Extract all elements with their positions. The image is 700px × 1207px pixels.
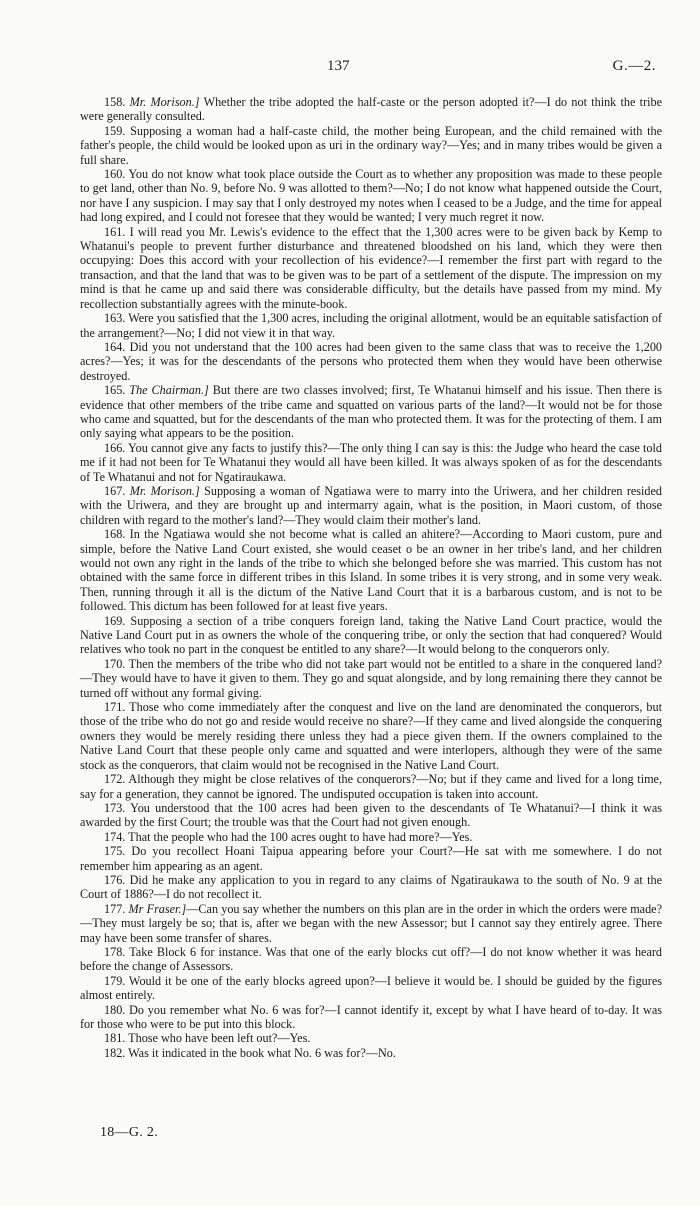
evidence-paragraph <box>80 124 662 167</box>
question-answer-text: Was it indicated in the book what No. 6 was for?—No. <box>128 1045 396 1060</box>
question-number: 166. <box>104 440 126 455</box>
question-number: 161. <box>104 224 126 239</box>
question-number: 167. <box>104 483 126 498</box>
question-answer-text: I will read you Mr. Lewis's evidence to the effect that the 1,300 acres were to be given back by Kemp to Whatanui's people to prevent further disturbance and threatened bloodshed on his land, which they were then occupying: Does this accord with your recollection of his evidence?—I remember the first part with regard to the transaction, and that the land that was to be given was to be part of a settlement of the dispute. The impression on my mind is that he came up and said there was considerable difficulty, but the details have passed from my mind. My recollection substantially agrees with the minute-book. <box>80 224 662 311</box>
question-number: 180. <box>104 1002 126 1017</box>
question-answer-text: You cannot give any facts to justify this?—The only thing I can say is this: the Judge who heard the case told me if it had not been for Te Whatanui they would all have been killed. It was always spoken of as for the descendants of Te Whatanui and not for Ngatiraukawa. <box>80 440 662 484</box>
question-number: 164. <box>104 339 126 354</box>
evidence-paragraph <box>80 1003 662 1032</box>
question-number: 168. <box>104 527 126 542</box>
evidence-paragraph <box>80 1046 662 1060</box>
speaker-label: The Chairman.] <box>129 383 209 398</box>
question-answer-text: —Can you say whether the numbers on this plan are in the order in which the orders were made?—They must largely be so; that is, after we began with the new Assessor; but I cannot say they entirely agree. There may have been some transfer of shares. <box>80 901 662 945</box>
question-number: 158. <box>104 95 126 109</box>
question-number: 176. <box>104 872 126 887</box>
question-answer-text: Do you recollect Hoani Taipua appearing before your Court?—He sat with me somewhere. I do not remember him appearing as an agent. <box>80 844 662 873</box>
evidence-paragraph <box>80 484 662 527</box>
question-answer-text: You do not know what took place outside the Court as to whether any proposition was made to these people to get land, other than No. 9, before No. 9 was allotted to them?—No; I do not know what happened outside the Court, nor have I any suspicion. I may say that I only destroyed my notes when I ceased to be a Judge, and the time for appeal had long expired, and I could not foresee that they would be wanted; I very much regret it now. <box>80 167 662 225</box>
question-answer-text: You understood that the 100 acres had been given to the descendants of Te Whatanui?—I think it was awarded by the first Court; the trouble was that the Court had not given enough. <box>80 800 662 830</box>
evidence-paragraph <box>80 383 662 441</box>
speaker-label: Mr Fraser.] <box>128 901 187 916</box>
question-answer-text: Were you satisfied that the 1,300 acres, including the original allotment, would be an equitable satisfaction of the arrangement?—No; I did not view it in that way. <box>80 311 662 340</box>
evidence-paragraph <box>80 441 662 484</box>
question-number: 163. <box>104 311 126 326</box>
question-number: 173. <box>104 800 126 815</box>
evidence-paragraph <box>80 844 662 873</box>
question-number: 182. <box>104 1045 126 1060</box>
question-answer-text: Did he make any application to you in regard to any claims of Ngatiraukawa to the south of No. 9 at the Court of 1886?—I do not recollect it. <box>80 872 662 902</box>
question-answer-text: But there are two classes involved; first, Te Whatanui himself and his issue. Then there is evidence that other members of the tribe came and squatted on various parts of the land?—It would not be for those who came and squatted, but for the descendants of the man who protected them. It was for the protecting of them. I am only saying what appears to be the position. <box>80 383 662 441</box>
evidence-paragraph <box>80 225 662 311</box>
question-answer-text: That the people who had the 100 acres ought to have had more?—Yes. <box>128 829 473 844</box>
question-number: 165. <box>104 383 126 398</box>
question-answer-text: In the Ngatiawa would she not become what is called an ahitere?—According to Maori custom, pure and simple, before the Native Land Court existed, she would ceaset o be an owner in her tribe's land, and her children would not own any right in the lands of the tribe to which she belonged before she was married. This custom has not obtained with the same force in different tribes in this Island. In some tribes it is very strong, and in some very weak. Then, running through it all is the dictum of the Native Land Court that it is a barbarous custom, and is not to be followed. This dictum has been followed for at least five years. <box>80 527 662 614</box>
page-header <box>0 58 700 82</box>
question-answer-text: Supposing a woman of Ngatiawa were to marry into the Uriwera, and her children resided with the Uriwera, and they are brought up and intermarry again, what is the position, in Maori custom, of those children with regard to the mother's land?—They would claim their mother's land. <box>80 483 663 527</box>
printer-signature: 18—G. 2. <box>100 1125 159 1140</box>
question-number: 172. <box>104 772 126 787</box>
question-number: 174. <box>104 829 126 844</box>
question-number: 159. <box>104 123 126 138</box>
question-answer-text: Although they might be close relatives of the conquerors?—No; but if they came and lived for a long time, say for a generation, they cannot be ignored. The undisputed occupation is taken into account. <box>80 772 663 801</box>
evidence-paragraph <box>80 902 662 945</box>
evidence-paragraph <box>80 830 662 844</box>
evidence-paragraph <box>80 945 662 974</box>
question-number: 160. <box>104 167 126 182</box>
question-number: 179. <box>104 973 126 988</box>
question-answer-text: Those who have been left out?—Yes. <box>128 1031 311 1046</box>
evidence-paragraph <box>80 311 662 340</box>
paper-reference: G.—2. <box>612 58 656 74</box>
question-number: 181. <box>104 1031 126 1046</box>
speaker-label: Mr. Morison.] <box>129 95 200 109</box>
evidence-paragraph <box>80 167 662 225</box>
question-answer-text: Take Block 6 for instance. Was that one of the early blocks cut off?—I do not know whether it was heard before the change of Assessors. <box>80 944 663 974</box>
evidence-paragraph <box>80 95 662 124</box>
question-number: 175. <box>104 844 126 859</box>
evidence-paragraph <box>80 614 662 657</box>
question-answer-text: Those who come immediately after the conquest and live on the land are denominated the conquerors, but those of the tribe who do not go and reside would receive no share?—If they came and lived alongside the conquering owners they would be merely residing there unless they had a piece given them. If the owners complained to the Native Land Court that these people only came and squatted and were interlopers, although they were of the same stock as the conquerors, that claim would not be recognised in the Native Land Court. <box>80 700 663 772</box>
question-answer-text: Supposing a section of a tribe conquers foreign land, taking the Native Land Court practice, would the Native Land Court put in as owners the whole of the conquering tribe, or only the section that had conquered? Would relatives who took no part in the conquest be entitled to any share?—It would belong to the conquerors only. <box>80 613 662 657</box>
question-answer-text: Would it be one of the early blocks agreed upon?—I believe it would be. I should be guided by the figures almost entirely. <box>80 973 662 1003</box>
question-number: 178. <box>104 944 126 959</box>
evidence-paragraph <box>80 801 662 830</box>
question-number: 171. <box>104 700 126 715</box>
question-number: 177. <box>104 901 126 916</box>
question-answer-text: Whether the tribe adopted the half-caste or the person adopted it?—I do not think the tribe were generally consulted. <box>80 95 663 124</box>
evidence-paragraph <box>80 974 662 1003</box>
evidence-paragraph <box>80 657 662 700</box>
question-answer-text: Then the members of the tribe who did not take part would not be entitled to a share in the conquered land?—They would have to have it given to them. They go and squat alongside, and by long remaining there they cannot be turned off without any formal giving. <box>80 656 662 700</box>
speaker-label: Mr. Morison.] <box>129 483 200 498</box>
evidence-paragraph <box>80 700 662 772</box>
question-number: 170. <box>104 656 126 671</box>
evidence-paragraph <box>80 873 662 902</box>
question-answer-text: Do you remember what No. 6 was for?—I cannot identify it, except by what I have heard of to-day. It was for those who were to be put into this block. <box>80 1002 662 1031</box>
evidence-paragraph <box>80 1031 662 1045</box>
evidence-paragraph <box>80 772 662 801</box>
question-answer-text: Did you not understand that the 100 acres had been given to the same class that was to receive the 1,200 acres?—Yes; it was for the descendants of the persons who protected them when they would have been otherwise destroyed. <box>80 339 663 383</box>
evidence-paragraph <box>80 340 662 383</box>
page-number: 137 <box>327 58 350 74</box>
question-number: 169. <box>104 613 126 628</box>
evidence-body <box>80 95 662 1060</box>
question-answer-text: Supposing a woman had a half-caste child, the mother being European, and the child remained with the father's people, the child would be looked upon as uri in the ordinary way?—Yes; and in many tribes would be given a full share. <box>80 123 663 167</box>
evidence-paragraph <box>80 527 662 613</box>
